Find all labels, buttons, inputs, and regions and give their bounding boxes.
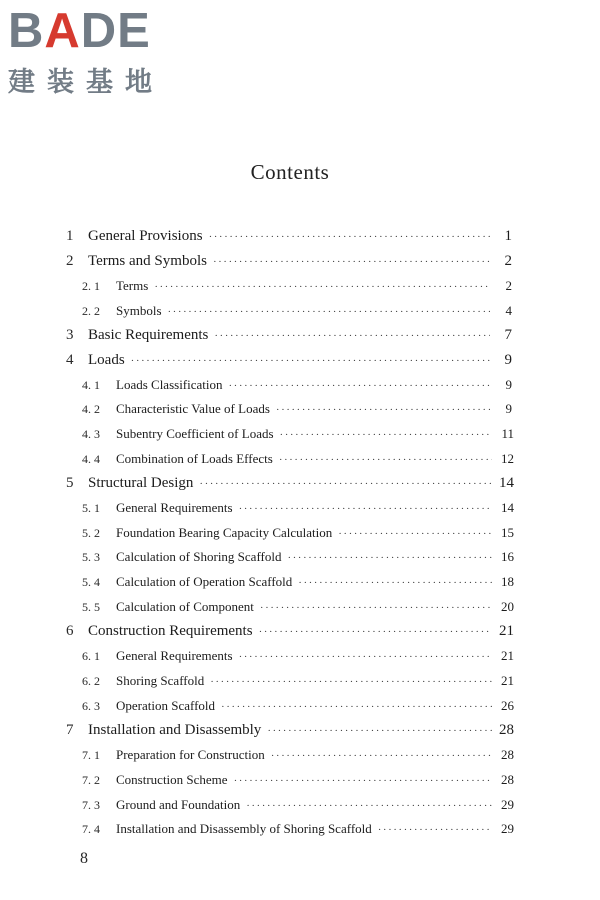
toc-entry-page: 11 [501,426,514,441]
toc-dot-leader [154,281,490,293]
toc-entry [66,623,514,643]
toc-entry [66,327,512,347]
toc-dot-leader [199,478,492,490]
toc-dot-leader [280,429,492,441]
toc-entry-label: Installation and Disassembly of Shoring Scaffold [116,821,372,836]
toc-entry-number: 6. 2 [82,674,100,688]
toc-dot-leader [214,330,490,342]
toc-entry-number: 3 [66,327,74,343]
toc-dot-leader [298,577,492,589]
toc-entry [82,451,514,471]
toc-entry [82,698,514,718]
toc-dot-leader [239,503,492,515]
toc-entry-number: 2 [66,253,74,269]
toc-entry-page: 21 [501,673,514,688]
toc-dot-leader [276,404,490,416]
toc-entry-page: 4 [505,303,512,318]
toc-entry [66,722,514,742]
toc-entry-label: General Requirements [116,648,233,663]
toc-entry [82,500,514,520]
toc-entry [82,673,514,693]
toc-entry [82,426,514,446]
toc-entry-label: Loads [88,352,125,368]
toc-entry-page: 18 [501,574,514,589]
toc-entry-page: 20 [501,599,514,614]
toc-entry-number: 5. 4 [82,575,100,589]
toc-dot-leader [210,676,492,688]
toc-entry-label: Construction Scheme [116,772,228,787]
toc-entry [82,648,514,668]
toc-entry-number: 2. 1 [82,279,100,293]
toc-entry-number: 7. 1 [82,748,100,762]
toc-entry-number: 6 [66,623,74,639]
toc-entry-number: 7. 4 [82,822,100,836]
toc-entry-number: 5. 1 [82,501,100,515]
toc-entry-page: 16 [501,549,514,564]
toc-entry-page: 21 [501,648,514,663]
toc-entry-page: 29 [501,797,514,812]
toc-entry-label: Characteristic Value of Loads [116,401,270,416]
toc-dot-leader [287,552,492,564]
toc-entry [82,278,512,298]
toc-entry-page: 1 [504,228,512,244]
toc-dot-leader [378,824,492,836]
toc-entry-label: Installation and Disassembly [88,722,262,738]
toc-dot-leader [267,725,492,737]
toc-entry-number: 4. 2 [82,402,100,416]
toc-entry-page: 28 [499,722,514,738]
toc-entry-page: 7 [504,327,512,343]
toc-entry [82,772,514,792]
toc-dot-leader [271,750,492,762]
toc-entry-page: 12 [501,451,514,466]
toc-entry [82,821,514,841]
toc-entry-number: 7 [66,722,74,738]
toc-entry-label: General Requirements [116,500,233,515]
toc-entry-number: 7. 3 [82,798,100,812]
toc-entry-number: 5. 5 [82,600,100,614]
toc-entry [66,352,512,372]
toc-entry [82,574,514,594]
toc-entry-page: 9 [505,377,512,392]
toc-entry-label: Shoring Scaffold [116,673,205,688]
toc-entry-number: 6. 1 [82,649,100,663]
toc-dot-leader [213,256,490,268]
toc-entry-label: Structural Design [88,475,194,491]
toc-dot-leader [279,454,492,466]
toc-entry-page: 28 [501,772,514,787]
toc-entry-page: 2 [505,278,512,293]
toc-entry-number: 5. 3 [82,550,100,564]
toc-entry-page: 28 [501,747,514,762]
toc-entry-number: 4. 1 [82,378,100,392]
toc-dot-leader [131,355,490,367]
toc-entry [66,475,514,495]
toc-entry-page: 9 [504,352,512,368]
toc-dot-leader [246,800,492,812]
toc-dot-leader [259,626,492,638]
toc-entry-label: Construction Requirements [88,623,253,639]
toc-entry [82,525,514,545]
toc-entry [82,747,514,767]
toc-entry-number: 4. 4 [82,452,100,466]
toc-entry-label: Ground and Foundation [116,797,241,812]
toc-entry-number: 6. 3 [82,699,100,713]
toc-entry [82,549,514,569]
toc-dot-leader [221,701,492,713]
toc-entry-label: Terms [116,278,149,293]
page-title: Contents [250,160,330,184]
toc-entry-number: 1 [66,228,74,244]
toc-entry-label: Loads Classification [116,377,223,392]
toc-dot-leader [260,602,492,614]
toc-dot-leader [229,380,490,392]
toc-dot-leader [338,528,492,540]
toc-entry-label: Subentry Coefficient of Loads [116,426,274,441]
toc-entry [66,253,512,273]
footer-page-number: 8 [80,850,88,867]
toc-entry-page: 9 [505,401,512,416]
toc-entry-number: 4. 3 [82,427,100,441]
toc-entry-number: 2. 2 [82,304,100,318]
toc-dot-leader [234,775,492,787]
toc-entry-page: 26 [501,698,514,713]
toc-entry-label: General Provisions [88,228,203,244]
toc-entry [66,228,512,248]
toc-entry-label: Terms and Symbols [88,253,207,269]
logo-wordmark: BADE [8,4,151,58]
toc-entry [82,377,512,397]
toc-entry-page: 15 [501,525,514,540]
toc-entry-number: 4 [66,352,74,368]
toc-entry-page: 29 [501,821,514,836]
toc-entry-number: 5. 2 [82,526,100,540]
toc-dot-leader [209,231,490,243]
toc-entry-label: Calculation of Shoring Scaffold [116,549,282,564]
toc-entry-label: Calculation of Operation Scaffold [116,574,293,589]
toc-entry-label: Calculation of Component [116,599,254,614]
toc-entry-page: 2 [504,253,512,269]
toc-entry-label: Symbols [116,303,162,318]
toc-entry [82,401,512,421]
toc-entry [82,599,514,619]
toc-entry-label: Operation Scaffold [116,698,216,713]
toc-entry-label: Foundation Bearing Capacity Calculation [116,525,333,540]
toc-dot-leader [168,306,490,318]
logo-subtitle: 建装基地 [8,67,164,98]
toc-dot-leader [239,651,492,663]
toc-entry-label: Basic Requirements [88,327,209,343]
toc-entry-number: 7. 2 [82,773,100,787]
toc-entry-page: 21 [499,623,514,639]
toc-entry-label: Preparation for Construction [116,747,265,762]
toc-entry-label: Combination of Loads Effects [116,451,273,466]
toc-entry-page: 14 [501,500,514,515]
toc-entry-page: 14 [499,475,514,491]
toc-entry [82,797,514,817]
toc-entry-number: 5 [66,475,74,491]
toc-entry [82,303,512,323]
